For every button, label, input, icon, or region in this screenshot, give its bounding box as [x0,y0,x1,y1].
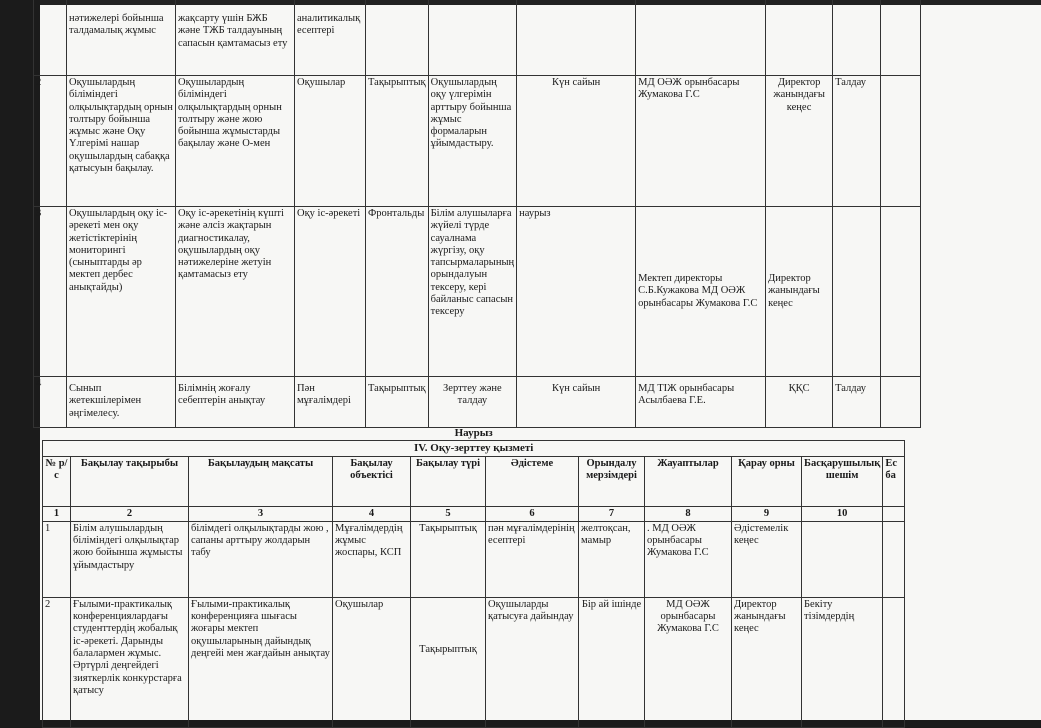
table-cell: Фронтальды [366,207,429,377]
table-cell: білімдегі олқылықтарды жою , сапаны арттыру жолдарын табу [189,521,333,597]
table-cell: Оқушылар [333,597,411,727]
table-cell: Ғылыми-практикалық конференциялардағы студенттердің жобалық іс-әрекеті. Дарынды балалармен жұмыс. Әртүрлі деңгейдегі зияткерлік конкурстарға қатысу [71,597,189,727]
table-cell: Оқу іс-әрекетінің күшті және әлсіз жақтарын диагностикалау, оқушылардың оқу нәтижелеріне жетуін қамтамасыз ету [176,207,295,377]
table-cell: Оқушылардың біліміндегі олқылықтардың орнын толтыру бойынша жұмыс және Оқу Үлгерімі нашар оқушылардың сабаққа қатысуын бақылау. [67,76,176,207]
table-row [34,0,921,76]
table-row [43,521,905,597]
table-cell: Сынып жетекшілерімен әңгімелесу. [67,377,176,428]
month-row [43,426,905,441]
table-cell [833,207,881,377]
table-cell: Тақырыптық [366,377,429,428]
table-cell: 4 [333,506,411,521]
table-cell: Тақырыптық [366,76,429,207]
table-cell: 3 [34,207,67,377]
table-cell: Ғылыми-практикалық конференцияға шығасы жоғары мектеп оқушыларының дайындық деңгейі мен жағдайын анықтау [189,597,333,727]
table-cell: жақсарту үшін БЖБ және ТЖБ талдауының сапасын қамтамасыз ету [176,0,295,76]
table-row [43,597,905,727]
table-cell: 10 [802,506,883,521]
empty-cell [881,207,921,377]
table-cell: Мұғалімдердің жұмыс жоспары, КСП [333,521,411,597]
month-title: Наурыз [43,426,905,441]
research-activity-table [42,426,905,728]
table-cell: Бақылаудың мақсаты [189,456,333,506]
table-cell: Оқу іс-әрекеті [295,207,366,377]
table-cell: Пән мұғалімдері [295,377,366,428]
table-cell: 5 [411,506,486,521]
table-cell: Директор жанындағы кеңес [766,76,833,207]
table-cell: Мектеп директоры С.Б.Кужакова МД ОӘЖ орынбасары Жумакова Г.С [636,207,766,377]
table-cell: 2 [34,76,67,207]
table-cell: Оқушылардың оқу іс-әрекеті мен оқу жетістіктерінің мониторингі (сыныптарды әр мектеп дербес анықтайды) [67,207,176,377]
table-cell: МД ТІЖ орынбасары Асылбаева Г.Е. [636,377,766,428]
table-cell [802,521,883,597]
section-title: IV. Оқу-зерттеу қызметі [43,441,905,456]
table-cell: Басқарушылық шешім [802,456,883,506]
column-number-row [43,506,905,521]
section-row [43,441,905,456]
table-cell: Директор жанындағы кеңес [766,207,833,377]
table-cell [517,0,636,76]
table-cell: Оқушылардың біліміндегі олқылықтардың орнын толтыру және жою бойынша жұмыстарды бақылау және О-мен [176,76,295,207]
table-cell [428,0,516,76]
table-cell: нәтижелері бойынша талдамалық жұмыс [67,0,176,76]
empty-cell [881,0,921,76]
table-cell: 1 [43,506,71,521]
table-cell [833,0,881,76]
table-cell [766,0,833,76]
table-cell: 2 [43,597,71,727]
table-cell: ҚҚС [766,377,833,428]
table-cell [636,0,766,76]
table-cell: МД ОӘЖ орынбасары Жумакова Г.С [645,597,732,727]
table-row [34,207,921,377]
monitoring-table-top [33,0,921,428]
table-cell: Бір ай ішінде [579,597,645,727]
table-cell: Күн сайын [517,377,636,428]
empty-cell [883,521,905,597]
table-cell: Бақылау объектісі [333,456,411,506]
table-cell: Зерттеу және талдау [428,377,516,428]
table-cell: Әдістеме [486,456,579,506]
table-cell: . МД ОӘЖ орынбасары Жумакова Г.С [645,521,732,597]
table-cell: Күн сайын [517,76,636,207]
table-cell: Бекіту тізімдердің [802,597,883,727]
table-cell: наурыз [517,207,636,377]
table-cell: № р/с [43,456,71,506]
table-cell: Бақылау тақырыбы [71,456,189,506]
table-cell: 7 [579,506,645,521]
table-cell: 9 [732,506,802,521]
table-cell [366,0,429,76]
empty-cell [883,597,905,727]
table-cell: пән мұғалімдерінің есептері [486,521,579,597]
header-row [43,456,905,506]
table-cell: 2 [71,506,189,521]
table-cell: Талдау [833,377,881,428]
table-cell: МД ОӘЖ орынбасары Жумакова Г.С [636,76,766,207]
table-cell: Тақырыптық [411,597,486,727]
table-row [34,76,921,207]
table-cell: желтоқсан, мамыр [579,521,645,597]
table-cell: Білім алушылардың біліміндегі олқылықтар жою бойынша жұмысты ұйымдастыру [71,521,189,597]
table-cell: Орындалу мерзімдері [579,456,645,506]
table-cell: Жауаптылар [645,456,732,506]
empty-cell [881,76,921,207]
table-cell: 4 [34,377,67,428]
table-cell: 6 [486,506,579,521]
table-cell: 3 [189,506,333,521]
table-cell: 1 [43,521,71,597]
table-cell: Директор жанындағы кеңес [732,597,802,727]
table-cell: Бақылау түрі [411,456,486,506]
table-cell [34,0,67,76]
table-cell: Қарау орны [732,456,802,506]
empty-cell [881,377,921,428]
table-row [34,377,921,428]
table-cell: Ес ба [883,456,905,506]
table-cell: Оқушылар [295,76,366,207]
table-cell: Оқушылардың оқу үлгерімін арттыру бойынша жұмыс формаларын ұйымдастыру. [428,76,516,207]
table-cell: аналитикалық есептері [295,0,366,76]
table-cell: Талдау [833,76,881,207]
table-cell: 8 [645,506,732,521]
table-cell: Білімнің жоғалу себептерін анықтау [176,377,295,428]
table-cell: Оқушыларды қатысуға дайындау [486,597,579,727]
table-cell: Әдістемелік кеңес [732,521,802,597]
empty-cell [883,506,905,521]
table-cell: Білім алушыларға жүйелі түрде сауалнама жүргізу, оқу тапсырмаларының орындалуын тексеру, кері байланыс сапасын тексеру [428,207,516,377]
table-cell: Тақырыптық [411,521,486,597]
